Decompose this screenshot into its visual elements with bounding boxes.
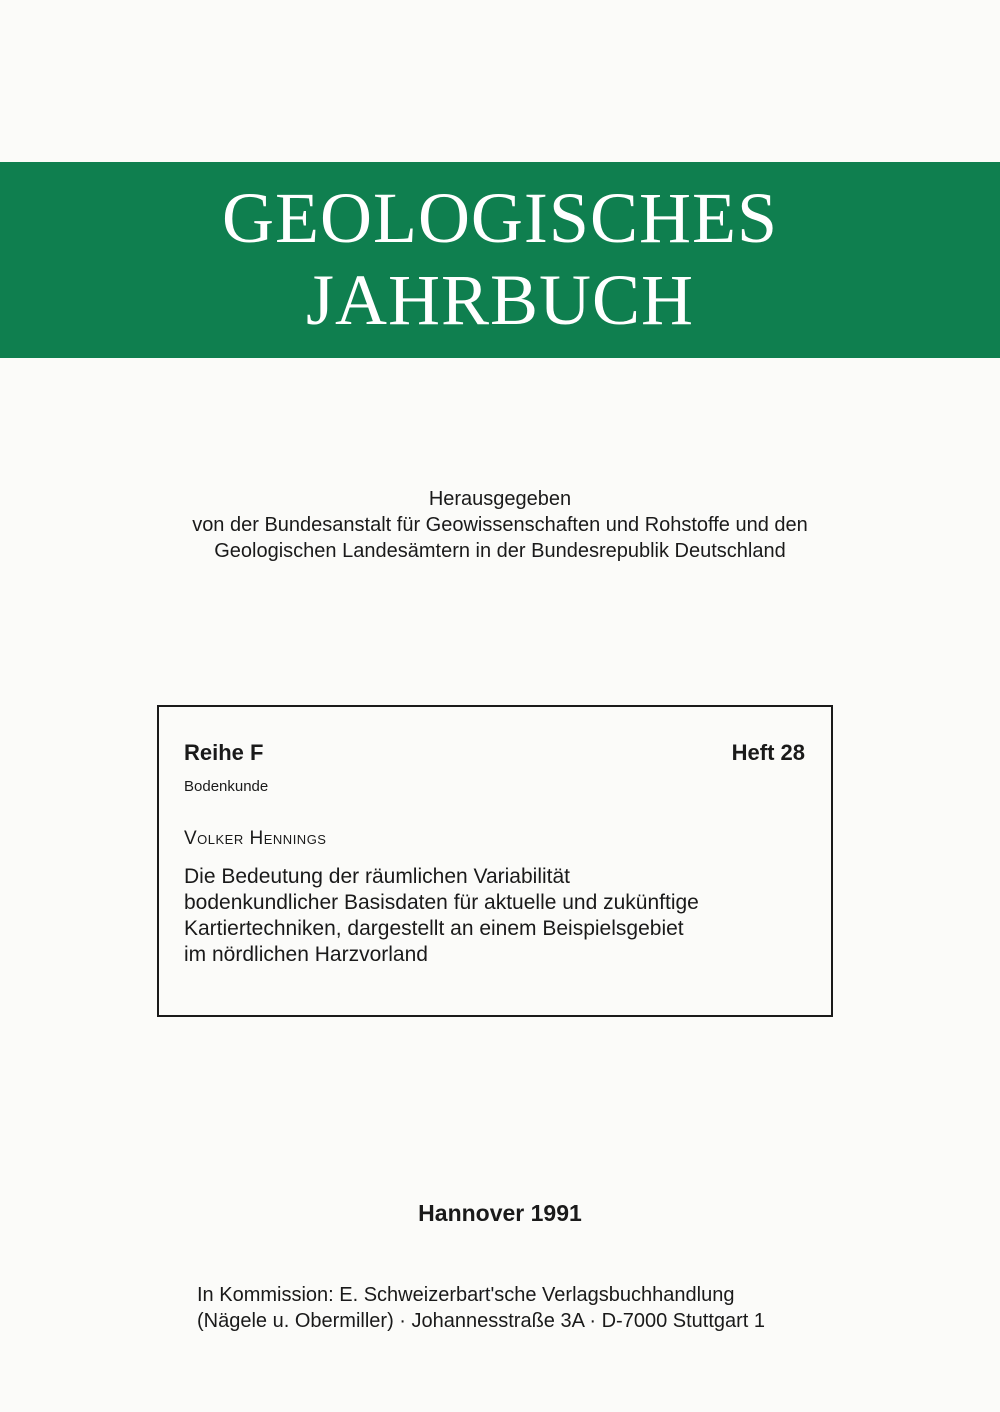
work-title (184, 864, 814, 968)
work-title-line: Die Bedeutung der räumlichen Variabilität (184, 865, 570, 888)
publisher-line-3: Geologischen Landesämtern in der Bundesrepublik Deutschland (214, 540, 786, 562)
author-name: Volker Hennings (184, 828, 327, 849)
commission-line-2: (Nägele u. Obermiller) · Johannesstraße 3A · D-7000 Stuttgart 1 (197, 1310, 766, 1332)
issue-label: Heft 28 (731, 740, 805, 765)
place-and-year: Hannover 1991 (418, 1200, 582, 1226)
work-title-line: Kartiertechniken, dargestellt an einem Beispielsgebiet (184, 917, 684, 940)
commission-statement (197, 1282, 765, 1334)
commission-line-1: In Kommission: E. Schweizerbart'sche Verlagsbuchhandlung (197, 1284, 735, 1306)
work-title-line: bodenkundlicher Basisdaten für aktuelle und zukünftige (184, 891, 699, 914)
publisher-statement (0, 486, 1000, 564)
work-title-line: im nördlichen Harzvorland (184, 943, 428, 966)
series-label: Reihe F (184, 740, 264, 765)
journal-title-line-1: GEOLOGISCHES (221, 178, 778, 258)
publisher-line-1: Herausgegeben (428, 488, 572, 510)
journal-title-line-2: JAHRBUCH (305, 260, 695, 340)
series-subject: Bodenkunde (184, 778, 269, 795)
series-box (157, 705, 833, 1017)
publisher-line-2: von der Bundesanstalt für Geowissenschaften und Rohstoffe und den (192, 514, 808, 536)
